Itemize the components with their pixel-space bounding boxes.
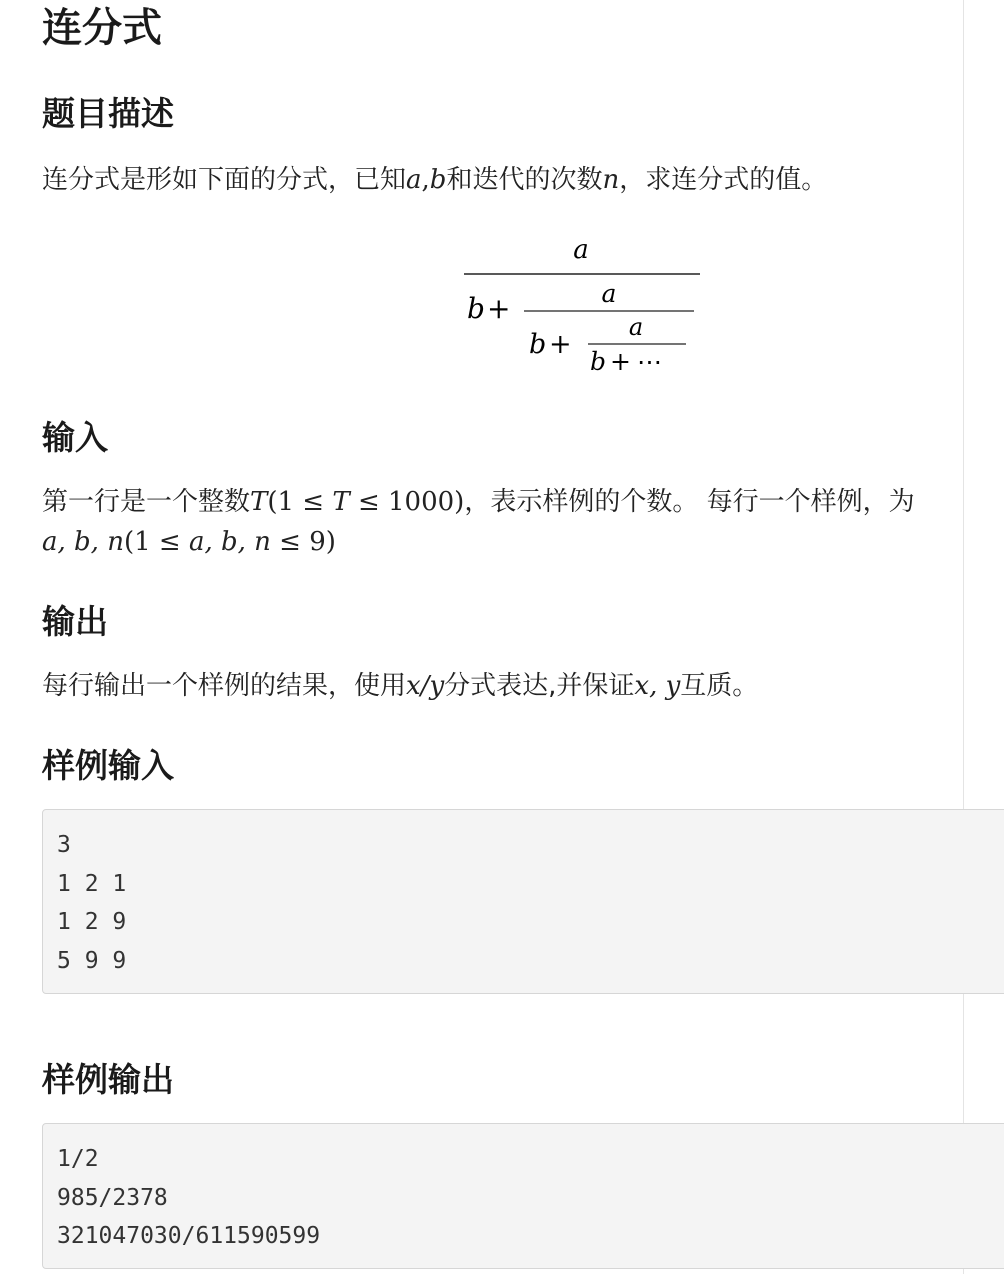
formula-dots: ⋯: [637, 347, 662, 376]
formula-a2: a: [601, 279, 617, 308]
formula-plus-3: +: [610, 347, 631, 376]
code-line: 321047030/611590599: [57, 1223, 321, 1249]
sample-output-code[interactable]: [42, 1123, 1004, 1269]
formula-plus-1: +: [487, 292, 511, 325]
code-line: 1/2: [57, 1146, 99, 1172]
formula-b2: b: [529, 329, 547, 360]
sample-input-code[interactable]: [42, 809, 1004, 994]
formula-a1: a: [573, 235, 589, 265]
formula-a3: a: [628, 313, 644, 341]
page-title: 连分式: [42, 5, 162, 51]
sample-input-heading: 样例输入: [42, 746, 174, 785]
output-heading: 输出: [42, 602, 108, 641]
description-text: 连分式是形如下面的分式，已知a,b和迭代的次数n，求连分式的值。: [42, 165, 828, 195]
formula-plus-2: +: [549, 329, 572, 360]
output-text: 每行输出一个样例的结果，使用x/y分式表达,并保证x, y互质。: [42, 671, 759, 701]
code-line: 985/2378: [57, 1184, 168, 1211]
code-line: 3: [57, 832, 71, 858]
formula-svg: [462, 222, 702, 382]
scrollbar-track[interactable]: [990, 0, 1004, 1274]
sample-output-heading: 样例输出: [42, 1060, 174, 1099]
code-line: 1 2 9: [57, 909, 127, 935]
code-line: 1 2 1: [57, 870, 127, 897]
formula-b1: b: [467, 292, 485, 325]
formula-b3: b: [590, 347, 607, 376]
content-divider: [963, 0, 964, 1274]
input-heading: 输入: [42, 418, 108, 457]
continued-fraction-formula: [462, 222, 702, 382]
input-text-line1: 第一行是一个整数T(1 ≤ T ≤ 1000)，表示样例的个数。 每行一个样例，为: [42, 487, 915, 517]
input-text-line2: a, b, n(1 ≤ a, b, n ≤ 9): [42, 527, 336, 557]
description-heading: 题目描述: [42, 94, 174, 133]
code-line: 5 9 9: [57, 947, 127, 974]
